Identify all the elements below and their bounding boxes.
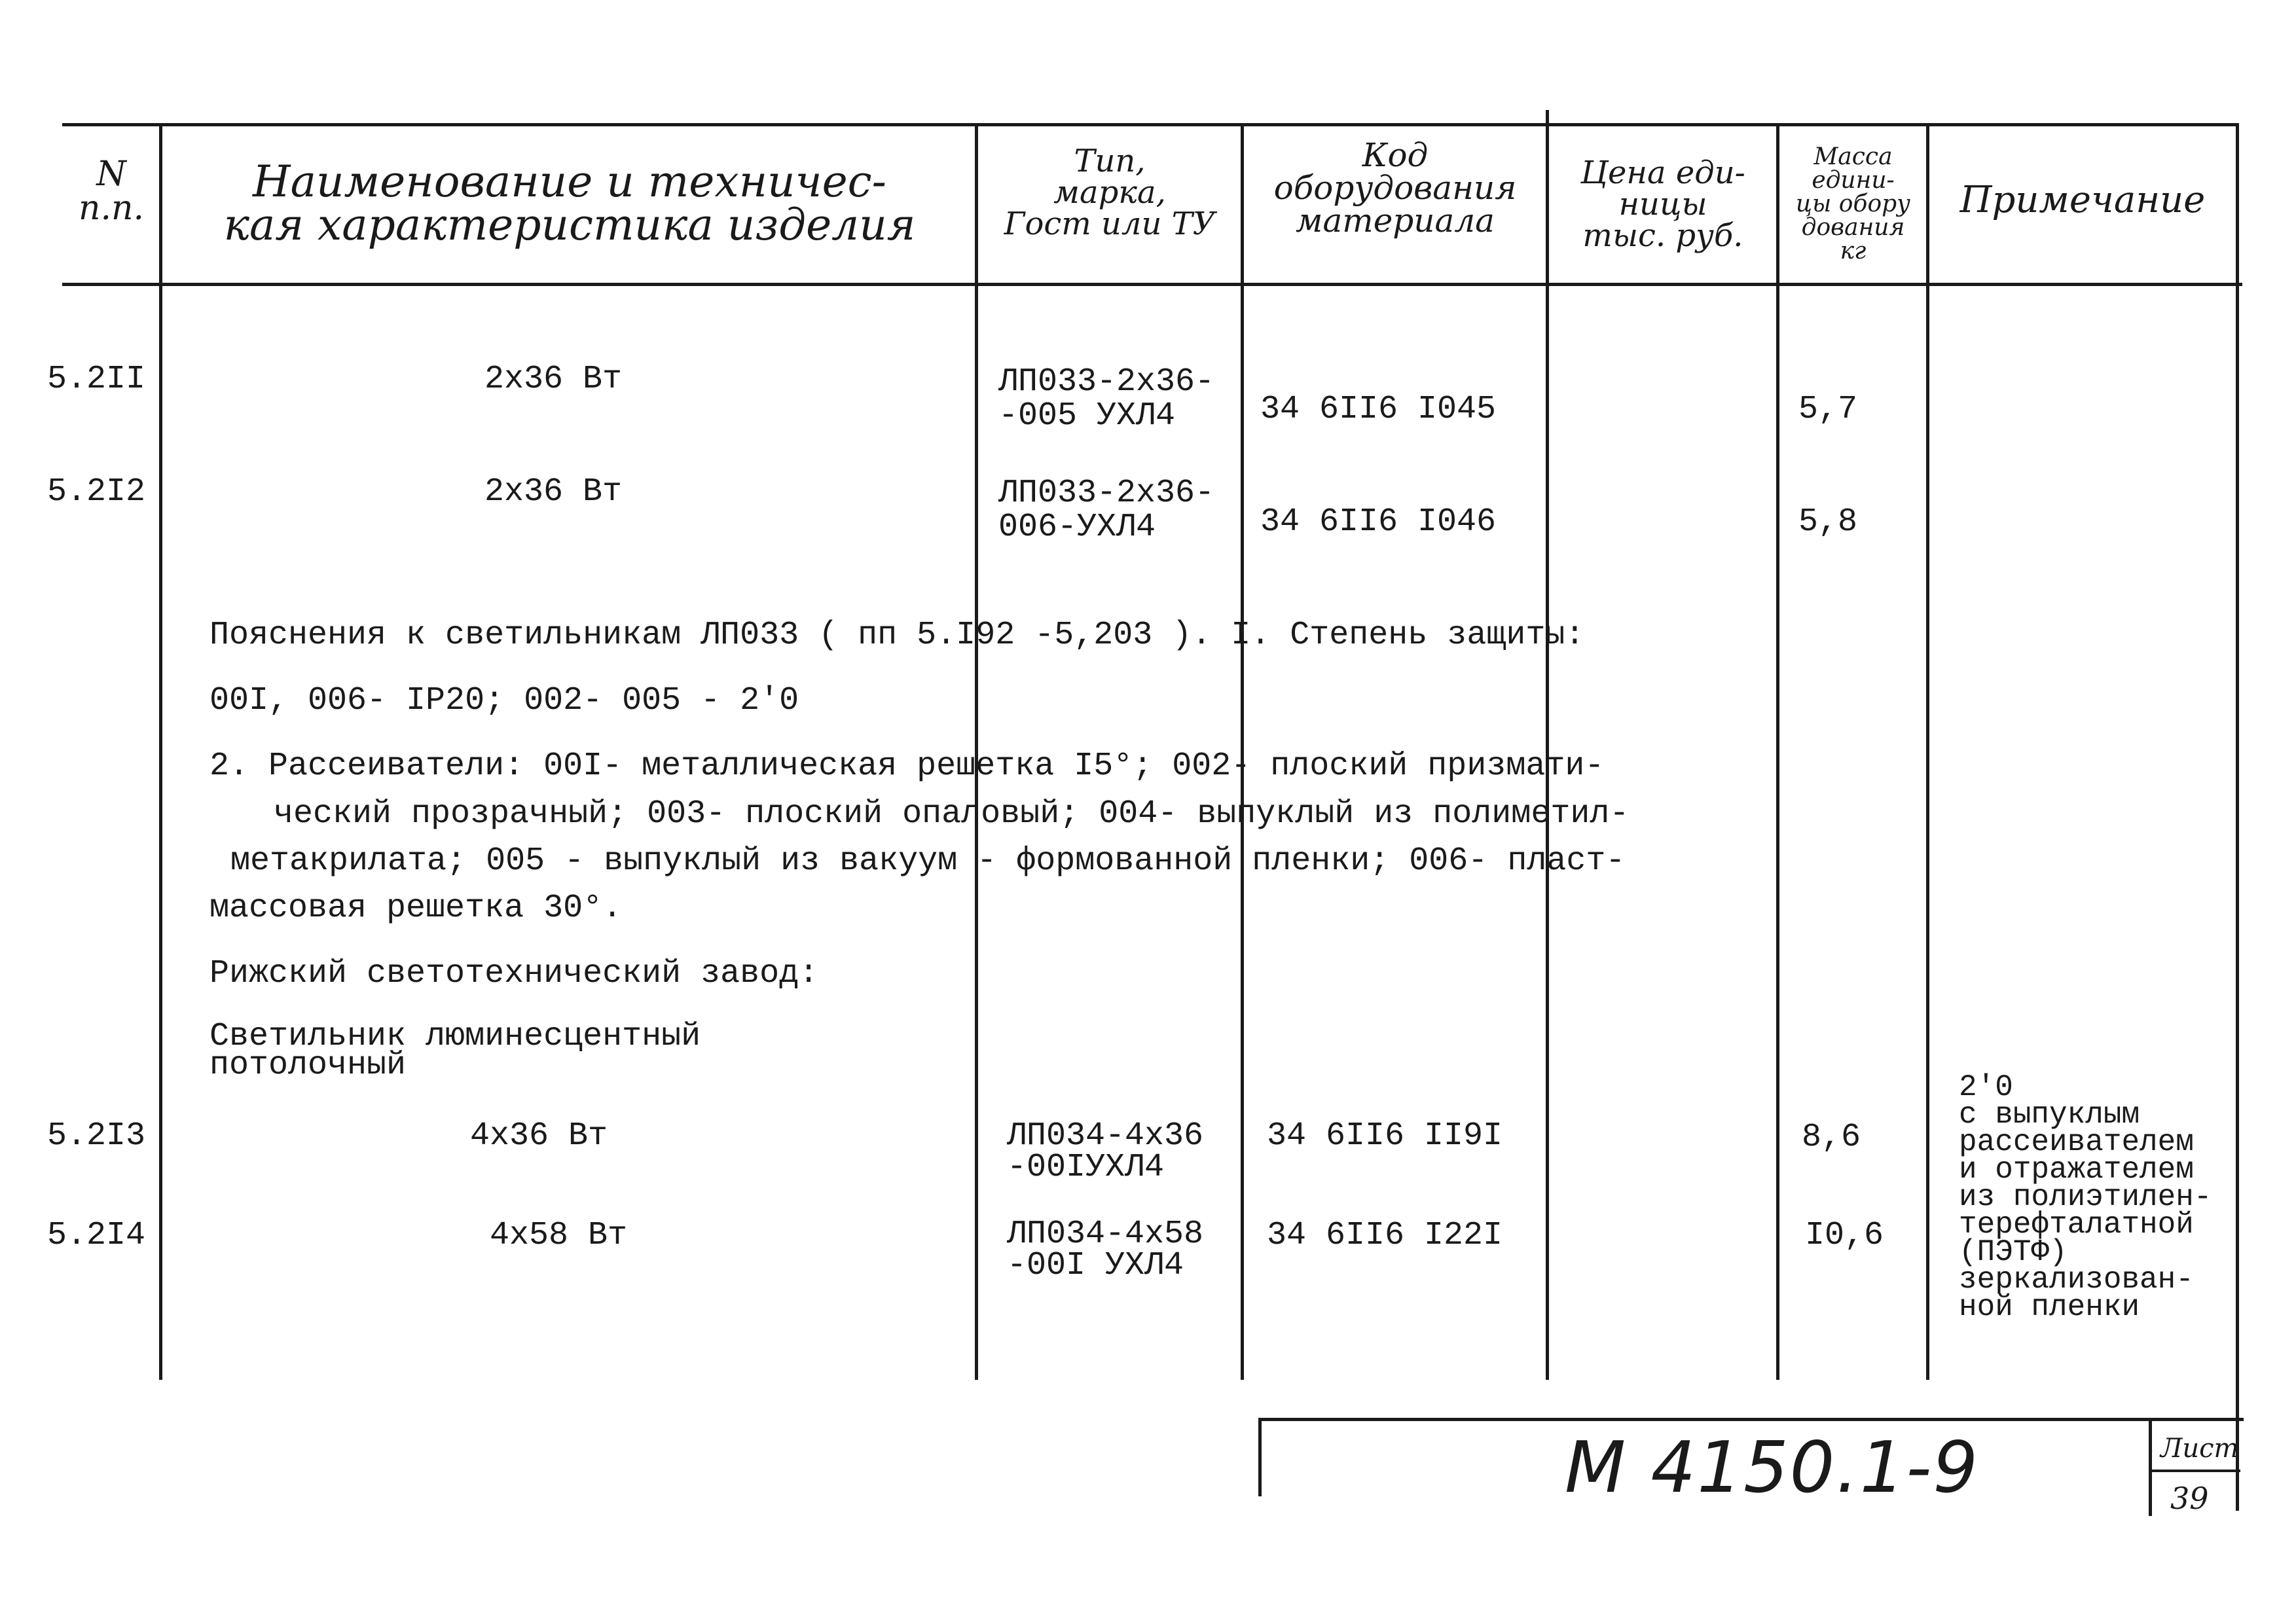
row-name: 4х36 Вт [470, 1117, 608, 1155]
explanation-line-2: 00I, 006- IP20; 002- 005 - 2'0 [210, 682, 799, 719]
header-num: N п.п. [78, 154, 145, 228]
row-mass: 5,7 [1798, 391, 1858, 428]
row-num: 5.2I4 [47, 1217, 146, 1254]
row-type: ЛП033-2х36- -005 УХЛ4 [998, 363, 1215, 435]
row-code: 34 6II6 II9I [1267, 1117, 1503, 1155]
row-mass: I0,6 [1805, 1217, 1884, 1254]
row-num: 5.2II [47, 361, 146, 398]
explanation-line-5: метакрилата; 005 - выпуклый из вакуум - формованной пленки; 006- пласт- [230, 842, 1626, 880]
row-num: 5.2I3 [47, 1117, 146, 1155]
row-name: 2х36 Вт [484, 473, 623, 511]
row-type: ЛП034-4х58 -00I УХЛ4 [1007, 1216, 1204, 1284]
col-divider-num [159, 123, 162, 1380]
manufacturer-label: Рижский светотехнический завод: [210, 955, 819, 992]
stamp-sheet-hline [2149, 1470, 2240, 1472]
stamp-sheet-divider [2149, 1418, 2152, 1516]
row-code: 34 6II6 I045 [1260, 391, 1497, 428]
stamp-left-border [1258, 1418, 1262, 1496]
row-code: 34 6II6 I046 [1260, 503, 1497, 541]
document-number: М 4150.1-9 [1565, 1427, 1980, 1509]
sheet-number: 39 [2170, 1481, 2209, 1516]
header-note: Примечание [1959, 179, 2206, 221]
remark-text: 2'0 с выпуклым рассеивателем и отражателем из полиэтилен- терефталатной (ПЭТФ) зеркализован- ной пленки [1959, 1070, 2212, 1324]
row-code: 34 6II6 I22I [1267, 1217, 1503, 1254]
sheet-label: Лист [2160, 1434, 2239, 1464]
table-right-border [2236, 123, 2239, 1511]
row-mass: 8,6 [1802, 1119, 1861, 1156]
table-row [0, 0, 39, 68]
row-num: 5.2I2 [47, 473, 146, 511]
header-code: Код оборудования материала [1273, 136, 1517, 240]
header-name: Наименование и техничес- кая характеристика изделия [223, 156, 916, 250]
col-divider-price [1776, 123, 1779, 1380]
explanation-line-4: ческий прозрачный; 003- плоский опаловый; 004- выпуклый из полиметил- [274, 795, 1630, 833]
row-type: ЛП033-2х36- 006-УХЛ4 [998, 475, 1215, 546]
col-divider-mass [1926, 123, 1929, 1380]
product-label: Светильник люминесцентный потолочный [210, 1018, 701, 1084]
row-name: 4х58 Вт [490, 1217, 628, 1254]
explanation-line-3: 2. Рассеиватели: 00I- металлическая решетка I5°; 002- плоский призмати- [210, 748, 1605, 785]
header-price: Цена еди- ницы тыс. руб. [1580, 154, 1745, 254]
explanation-line-1: Пояснения к светильникам ЛП033 ( пп 5.I92 -5,203 ). I. Степень защиты: [210, 617, 1585, 654]
row-mass: 5,8 [1798, 503, 1858, 541]
header-mass: Масса едини- цы обору дования кг [1795, 143, 1911, 264]
row-type: ЛП034-4х36 -00IУХЛ4 [1007, 1117, 1204, 1186]
explanation-line-6: массовая решетка 30°. [210, 890, 623, 927]
header-bottom-border [62, 283, 2242, 286]
stamp-top-border [1258, 1418, 2244, 1421]
col-divider-code [1546, 110, 1549, 1380]
table-top-border [62, 123, 2239, 126]
row-name: 2х36 Вт [484, 361, 623, 398]
header-type: Тип, марка, Гост или ТУ [1004, 143, 1216, 242]
